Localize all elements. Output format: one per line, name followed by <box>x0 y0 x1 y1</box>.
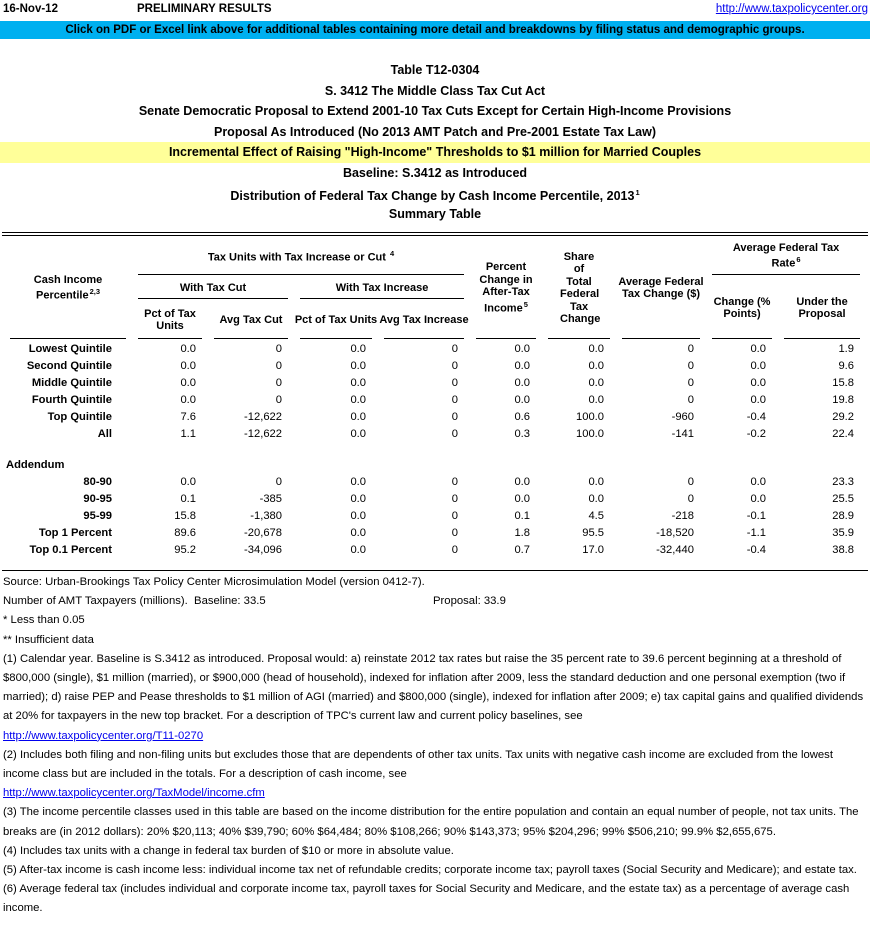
title-baseline: Baseline: S.3412 as Introduced <box>342 165 528 180</box>
table-cell: 0.0 <box>350 359 366 372</box>
table-cell: 0 <box>451 526 459 539</box>
group-header-average-federal-tax-rate: Average Federal Tax Rate$^6$ <box>706 236 866 276</box>
table-cell: 0 <box>451 475 459 488</box>
table-cell: 0.0 <box>750 359 767 372</box>
col-header-under-the-proposal: Under the Proposal <box>778 276 866 340</box>
table-cell: 0.0 <box>588 376 605 389</box>
table-cell: 0 <box>687 492 695 505</box>
table-cell: 4.5 <box>588 509 605 522</box>
table-cell: 0.0 <box>350 393 366 406</box>
table-cell: 0.0 <box>180 475 196 488</box>
table-cell: 0.0 <box>514 492 531 505</box>
row-label: Top 0.1 Percent <box>29 543 112 556</box>
table-cell: -141 <box>671 427 695 440</box>
table-row <box>4 391 866 408</box>
info-banner: Click on PDF or Excel link above for additional tables containing more detail and breakdowns by filing status and demographic groups. <box>0 21 870 39</box>
table-bottom-rule <box>2 570 868 571</box>
table-cell: 15.8 <box>832 376 855 389</box>
table-cell: 0 <box>275 393 282 406</box>
table-cell: 0.0 <box>514 393 531 406</box>
table-cell: 0.0 <box>180 393 196 406</box>
table-row <box>4 507 866 524</box>
table-cell: -960 <box>671 410 695 423</box>
table-cell: 0 <box>451 342 459 355</box>
footnote-2: (2) Includes both filing and non-filing units but excludes those that are dependents of other tax units. Tax units with negative cash income are excluded from the lowest income class but are included in the totals. For a description of cash income, see <box>3 748 833 781</box>
footnote-3: (3) The income percentile classes used in this table are based on the income distribution for the entire population and contain an equal number of people, not tax units. The breaks are (in 2012 dollars): 20% $20,113; 40% $39,790; 60% $64,484; 80% $108,266; 90% $143,373; 95% $204,296; 99% $506,210; 99.9% $2,655,675. <box>3 806 859 838</box>
col-header-share-total-federal-tax-change: Share of Total Federal Tax Change <box>542 236 616 340</box>
top-bar <box>0 0 870 21</box>
table-cell: 0 <box>687 342 695 355</box>
row-label: Top 1 Percent <box>38 526 112 539</box>
footnote-2-link-line <box>3 784 867 803</box>
table-cell: 0.0 <box>350 410 366 423</box>
spacer-row <box>4 558 866 570</box>
table-cell: -20,678 <box>244 526 282 539</box>
row-label: Second Quintile <box>26 359 112 372</box>
table-cell: 0 <box>275 475 282 488</box>
table-cell: 0 <box>275 359 282 372</box>
table-cell: 17.0 <box>582 543 605 556</box>
row-label: 80-90 <box>83 475 112 488</box>
table-cell: 0.0 <box>588 342 605 355</box>
table-cell: 0.0 <box>180 376 196 389</box>
table-cell: 0.0 <box>514 376 531 389</box>
table-cell: 0.0 <box>350 475 366 488</box>
table-cell: -12,622 <box>244 410 282 423</box>
row-label: 95-99 <box>83 509 112 522</box>
table-cell: 0 <box>687 359 695 372</box>
row-label: Fourth Quintile <box>31 393 112 406</box>
table-cell: 0 <box>451 427 459 440</box>
table-cell: 0.0 <box>588 359 605 372</box>
table-cell: 95.2 <box>174 543 196 556</box>
row-label: Lowest Quintile <box>28 342 112 355</box>
table-cell: 0.0 <box>350 509 366 522</box>
col-header-average-federal-tax-change: Average Federal Tax Change ($) <box>616 236 706 340</box>
col-header-cash-income-percentile: Cash Income Percentile$^{2,3}$ <box>4 236 132 340</box>
table-row <box>4 490 866 507</box>
table-cell: 95.5 <box>582 526 605 539</box>
table-cell: -1.1 <box>746 526 767 539</box>
table-cell: 0 <box>451 410 459 423</box>
table-cell: 25.5 <box>832 492 855 505</box>
table-row <box>4 524 866 541</box>
table-cell: 0.0 <box>350 427 366 440</box>
table-cell: 0.0 <box>750 475 767 488</box>
table-cell: 0.0 <box>350 543 366 556</box>
summary-table <box>4 236 866 570</box>
table-cell: 0 <box>451 376 459 389</box>
table-cell: -0.4 <box>746 543 767 556</box>
spacer-row <box>4 442 866 456</box>
table-cell: 0 <box>687 393 695 406</box>
title-act-name: S. 3412 The Middle Class Tax Cut Act <box>324 83 546 98</box>
footnote-4: (4) Includes tax units with a change in federal tax burden of $10 or more in absolute value. <box>3 844 454 857</box>
note-less-than: * Less than 0.05 <box>3 614 85 627</box>
table-cell: 35.9 <box>832 526 855 539</box>
table-cell: 0.0 <box>750 492 767 505</box>
table-cell: 29.2 <box>832 410 855 423</box>
table-cell: 0.0 <box>750 393 767 406</box>
row-label: Middle Quintile <box>31 376 112 389</box>
table-cell: 0.0 <box>514 359 531 372</box>
footnote-2-link[interactable]: http://www.taxpolicycenter.org/TaxModel/income.cfm <box>3 787 265 800</box>
table-cell: 1.1 <box>180 427 196 440</box>
table-cell: 100.0 <box>576 410 605 423</box>
note-insufficient-data: ** Insufficient data <box>3 633 94 646</box>
table-cell: -0.4 <box>746 410 767 423</box>
table-cell: 89.6 <box>174 526 196 539</box>
footnote-ref-4: 4 <box>390 248 395 258</box>
table-cell: 0 <box>451 509 459 522</box>
table-cell: -0.2 <box>746 427 767 440</box>
table-cell: 0 <box>687 376 695 389</box>
table-cell: 0.0 <box>350 526 366 539</box>
title-highlighted: Incremental Effect of Raising "High-Income" Thresholds to $1 million for Married Couples <box>0 142 870 163</box>
footnote-ref-1: 1 <box>635 188 640 197</box>
table-row <box>4 374 866 391</box>
table-cell: 7.6 <box>180 410 196 423</box>
table-cell: -32,440 <box>656 543 695 556</box>
table-row <box>4 473 866 490</box>
table-cell: 0.7 <box>514 543 531 556</box>
group-header-tax-units: Tax Units with Tax Increase or Cut $^4$ <box>132 236 470 276</box>
table-row <box>4 541 866 558</box>
row-label: 90-95 <box>83 492 112 505</box>
title-distribution: Distribution of Federal Tax Change by Cash Income Percentile, 2013$^1$ <box>230 188 640 204</box>
title-proposal: Senate Democratic Proposal to Extend 2001-10 Tax Cuts Except for Certain High-Income Provisions <box>138 104 732 118</box>
table-cell: 1.8 <box>514 526 531 539</box>
amt-proposal-value: Proposal: 33.9 <box>433 595 506 608</box>
table-cell: 0.0 <box>350 376 366 389</box>
table-cell: 0 <box>451 492 459 505</box>
footnote-ref-6: 6 <box>796 255 801 265</box>
table-cell: 0.0 <box>588 393 605 406</box>
table-cell: -1,380 <box>250 509 282 522</box>
table-number: Table T12-0304 <box>390 63 480 77</box>
table-cell: -218 <box>671 509 695 522</box>
preliminary-results-label: PRELIMINARY RESULTS <box>137 3 272 15</box>
table-cell: 0 <box>275 376 282 389</box>
table-cell: 0.0 <box>180 359 196 372</box>
col-header-pct-change-after-tax-income: Percent Change in After-Tax Income$^5$ <box>470 236 542 340</box>
table-row <box>4 357 866 374</box>
table-cell: -385 <box>259 492 282 505</box>
title-block <box>0 39 870 224</box>
table-cell: 0.0 <box>350 492 366 505</box>
table-cell: 0.0 <box>180 342 196 355</box>
table-cell: 23.3 <box>832 475 855 488</box>
table-cell: 0 <box>275 342 282 355</box>
footnotes <box>3 573 867 919</box>
table-cell: 0.6 <box>514 410 531 423</box>
row-label: All <box>97 427 112 440</box>
group-header-with-tax-cut: With Tax Cut <box>132 276 294 300</box>
table-cell: 0.0 <box>750 376 767 389</box>
addendum-label: Addendum <box>6 458 65 471</box>
amt-baseline-value: Number of AMT Taxpayers (millions). Baseline: 33.5 <box>3 595 266 608</box>
footnote-1: (1) Calendar year. Baseline is S.3412 as introduced. Proposal would: a) reinstate 2012 tax rates but raise the 35 percent rate to 39.6 percent beginning at a threshold of $800,000 (single), $1 million (married), or $900,000 (head of household), indexed for inflation after 2009, less the standard deduction and one personal exemption (two if married); d) raise PEP and Pease thresholds to $1 million of AGI (married) and $800,000 (single), indexed for inflation after 2009; e) tax capital gains and qualified dividends at 20% for taxpayers in the new top bracket. For a description of TPC's current law and current policy baselines, see <box>3 652 864 723</box>
col-header-avg-tax-cut: Avg Tax Cut <box>208 300 294 340</box>
table-row <box>4 340 866 357</box>
title-introduced: Proposal As Introduced (No 2013 AMT Patch and Pre-2001 Estate Tax Law) <box>213 124 657 139</box>
table-cell: 100.0 <box>576 427 605 440</box>
title-summary: Summary Table <box>388 206 482 221</box>
table-cell: 28.9 <box>832 509 855 522</box>
footnote-1-link[interactable]: http://www.taxpolicycenter.org/T11-0270 <box>3 729 204 742</box>
table-cell: -34,096 <box>244 543 282 556</box>
row-label: Top Quintile <box>47 410 112 423</box>
col-header-change-pct-points: Change (% Points) <box>706 276 778 340</box>
table-cell: 38.8 <box>832 543 855 556</box>
table-cell: 0 <box>451 543 459 556</box>
table-row <box>4 425 866 442</box>
footnote-1-link-line <box>3 727 867 746</box>
table-cell: 15.8 <box>174 509 196 522</box>
table-cell: 0.0 <box>514 342 531 355</box>
table-cell: 0.3 <box>514 427 531 440</box>
report-date: 16-Nov-12 <box>3 3 58 15</box>
col-header-avg-tax-increase: Avg Tax Increase <box>378 300 470 340</box>
table-cell: 22.4 <box>832 427 855 440</box>
taxpolicycenter-link[interactable]: http://www.taxpolicycenter.org <box>715 3 868 15</box>
col-header-pct-tax-units-increase: Pct of Tax Units <box>294 300 378 340</box>
group-header-with-tax-increase: With Tax Increase <box>294 276 470 300</box>
table-cell: 0.0 <box>588 475 605 488</box>
table-cell: 0.1 <box>180 492 196 505</box>
table-cell: -12,622 <box>244 427 282 440</box>
footnote-ref-2-3: 2,3 <box>89 287 101 297</box>
footnote-ref-5: 5 <box>523 299 528 309</box>
table-cell: 0 <box>451 393 459 406</box>
table-cell: 0.1 <box>514 509 531 522</box>
table-cell: 0 <box>687 475 695 488</box>
source-line: Source: Urban-Brookings Tax Policy Center Microsimulation Model (version 0412-7). <box>3 576 425 588</box>
table-cell: 0 <box>451 359 459 372</box>
table-cell: 0.0 <box>350 342 366 355</box>
table-cell: 0.0 <box>750 342 767 355</box>
addendum-section-row <box>4 456 866 473</box>
table-cell: 9.6 <box>838 359 855 372</box>
table-cell: 0.0 <box>588 492 605 505</box>
table-row <box>4 408 866 425</box>
footnote-5: (5) After-tax income is cash income less: individual income tax net of refundable credits; corporate income tax; payroll taxes (Social Security and Medicare); and estate tax. <box>3 864 857 877</box>
footnote-6: (6) Average federal tax (includes individual and corporate income tax, payroll taxes for Social Security and Medicare, and the estate tax) as a percentage of average cash income. <box>3 883 850 915</box>
table-cell: -0.1 <box>746 509 767 522</box>
table-cell: -18,520 <box>656 526 695 539</box>
table-cell: 19.8 <box>832 393 855 406</box>
amt-taxpayers-line <box>3 592 867 611</box>
table-cell: 1.9 <box>838 342 855 355</box>
table-cell: 0.0 <box>514 475 531 488</box>
col-header-pct-tax-units-cut: Pct of Tax Units <box>132 300 208 340</box>
